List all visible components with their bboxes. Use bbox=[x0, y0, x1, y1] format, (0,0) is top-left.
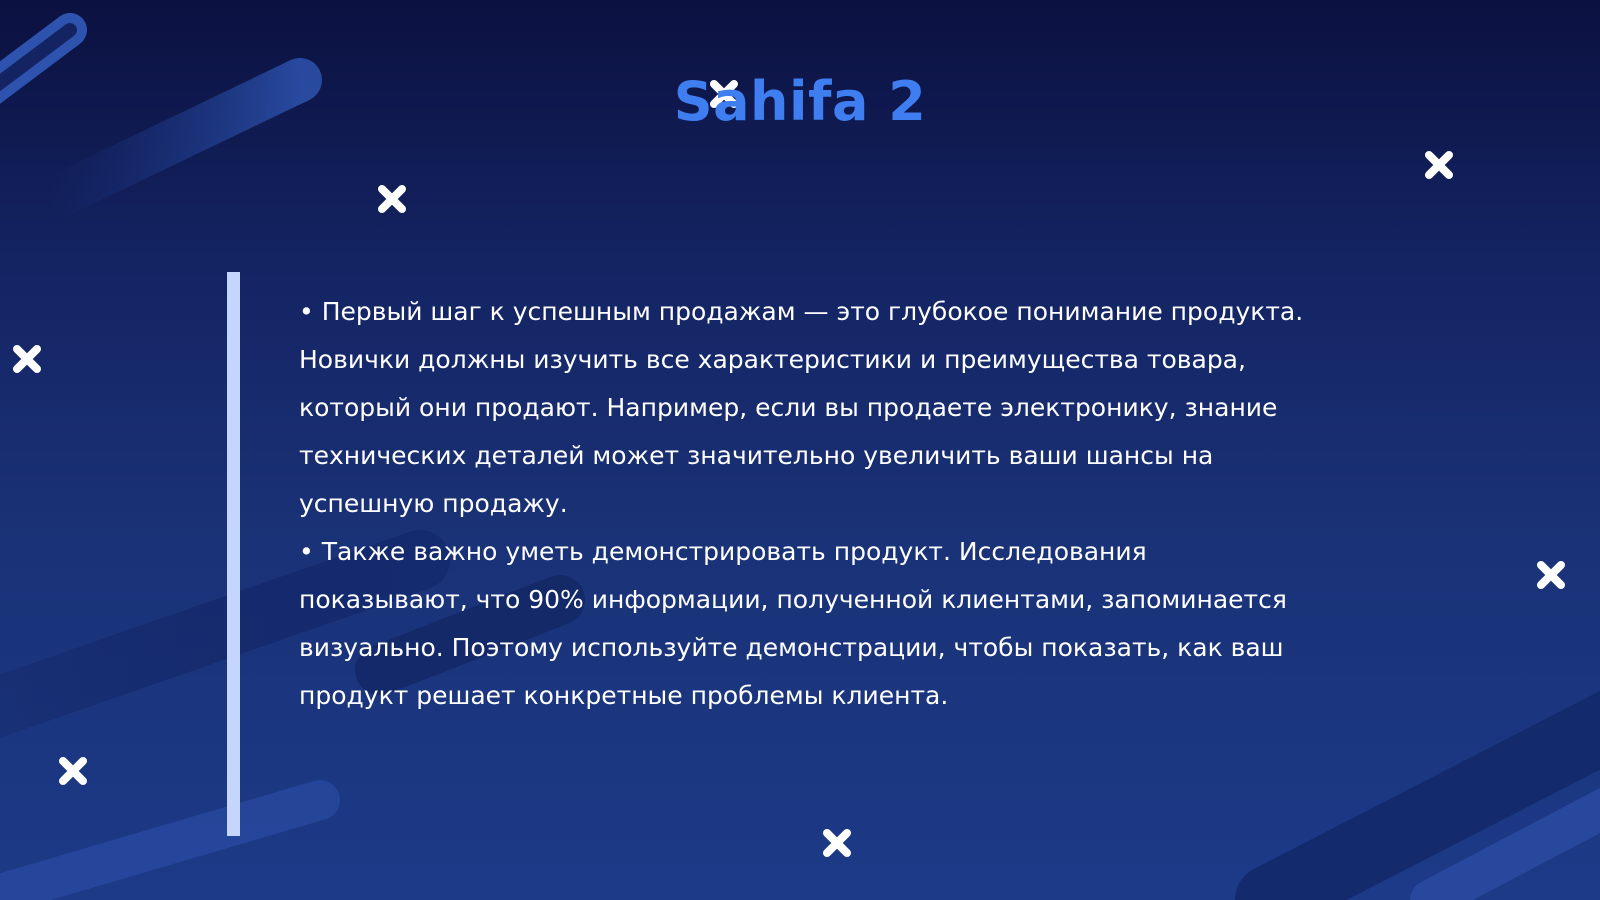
x-mark-icon bbox=[820, 826, 854, 860]
deco-stroke-bottom-left bbox=[0, 800, 320, 900]
bullet-paragraph-1: • Первый шаг к успешным продажам — это глубокое понимание продукта. Новички должны изучить все характеристики и преимущества товара, который они продают. Например, если вы продаете электронику, знание технических деталей может значительно увеличить ваши шансы на успешную продажу. bbox=[299, 297, 1304, 518]
x-mark-icon bbox=[10, 342, 44, 376]
accent-bar bbox=[227, 272, 240, 836]
x-mark-icon bbox=[56, 754, 90, 788]
x-mark-icon bbox=[1534, 558, 1568, 592]
x-mark-icon bbox=[1422, 148, 1456, 182]
bullet-paragraph-2: • Также важно уметь демонстрировать продукт. Исследования показывают, что 90% информации, полученной клиентами, запоминается визуально. Поэтому используйте демонстрации, чтобы показать, как ваш продукт решает конкретные проблемы клиента. bbox=[299, 537, 1287, 710]
x-mark-icon bbox=[375, 182, 409, 216]
slide-body bbox=[299, 288, 1319, 720]
slide-title: Sahifa 2 bbox=[673, 70, 927, 133]
deco-stroke-bottom-right bbox=[1270, 720, 1600, 900]
